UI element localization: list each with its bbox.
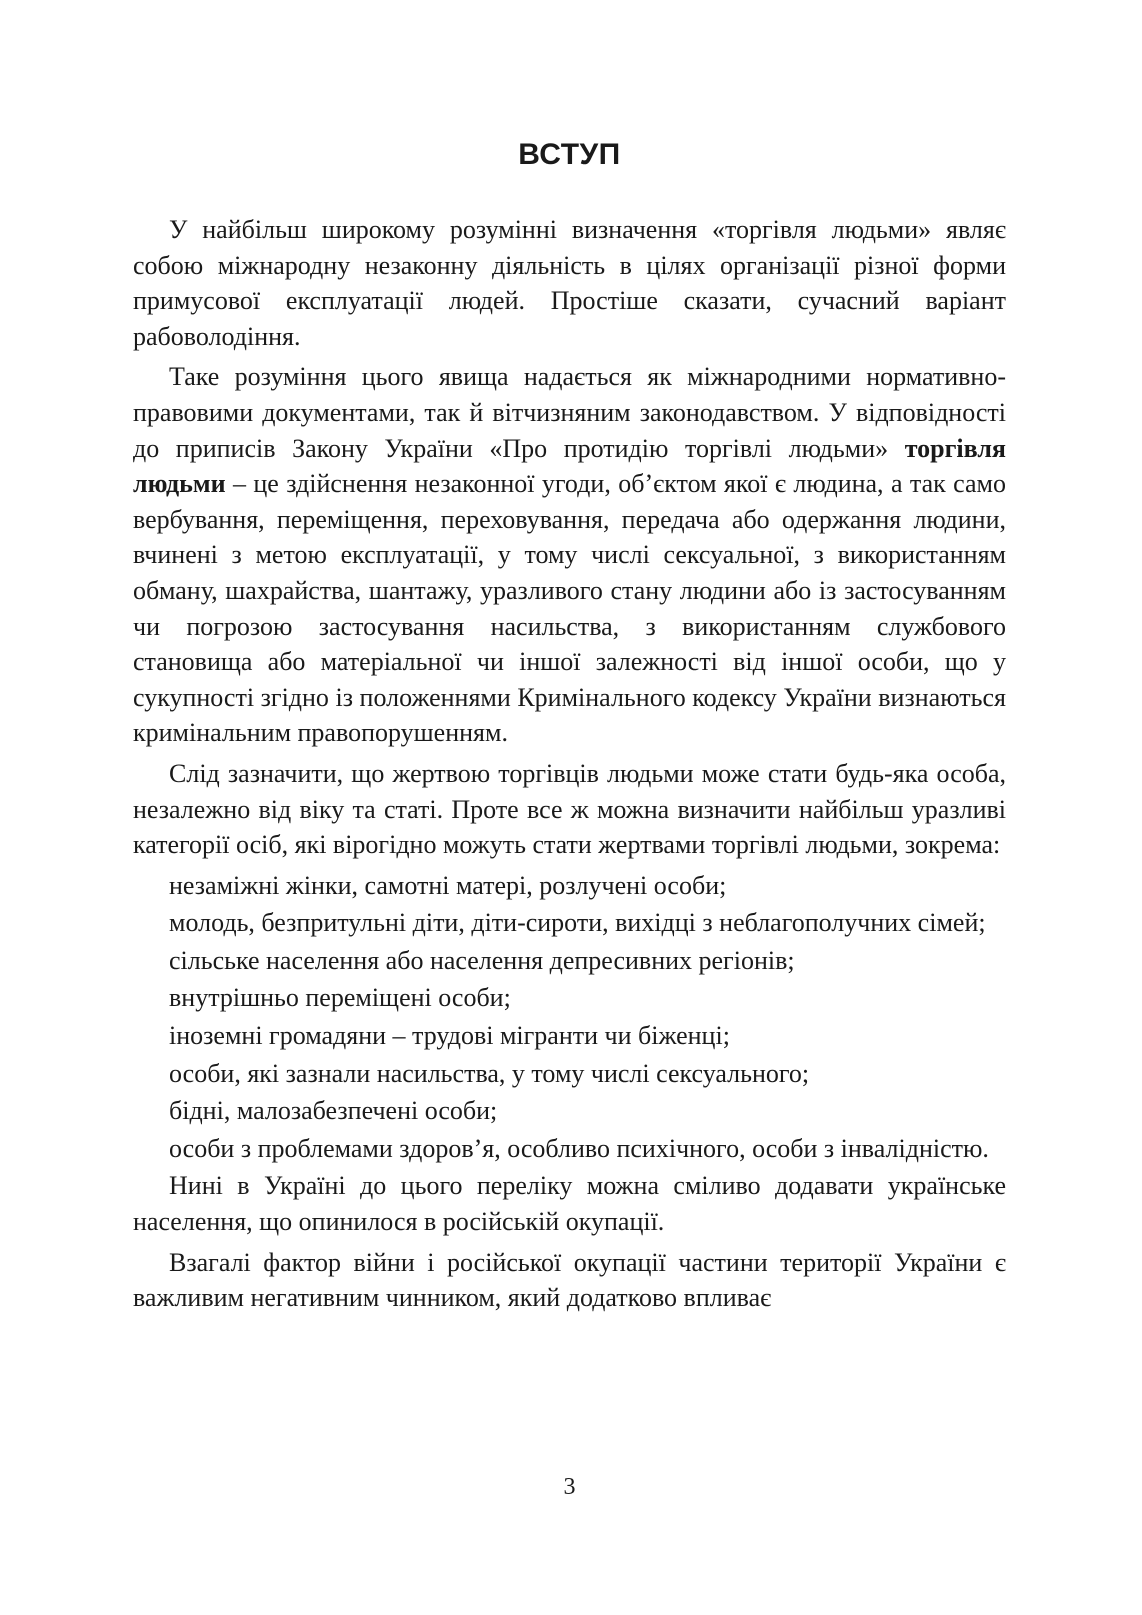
list-item: особи, які зазнали насильства, у тому числі сексуального; <box>169 1058 810 1088</box>
paragraph-legal-definition <box>133 359 1006 751</box>
list-item: молодь, безпритульні діти, діти-сироти, вихідці з неблагополучних сімей; <box>169 908 986 938</box>
document-page <box>133 0 1006 1615</box>
list-item: іноземні громадяни – трудові мігранти чи біженці; <box>169 1021 730 1051</box>
paragraph-occupation: Нині в Україні до цього переліку можна сміливо додавати українське населення, що опинилося в російській окупації. <box>133 1171 1006 1237</box>
bold-term: торгівля людьми <box>133 433 1006 499</box>
list-item: особи з проблемами здоров’я, особливо психічного, особи з інвалідністю. <box>169 1133 989 1163</box>
page-number: 3 <box>563 1474 576 1500</box>
list-item: сільське населення або населення депресивних регіонів; <box>169 945 795 975</box>
list-item: бідні, малозабезпечені особи; <box>169 1096 498 1126</box>
paragraph-legal-definition-end: – це здійснення незаконної угоди, об’єктом якої є людина, а так само вербування, переміщення, переховування, передача або одержання людини, вчинені з метою експлуатації, у тому числі сексуальної, з використанням обману, шахрайства, шантажу, уразливого стану людини або із застосуванням чи погрозою застосування насильства, з використанням службового становища або матеріальної чи іншої залежності від іншої особи, що у сукупності згідно із положеннями Кримінального кодексу України визнаються кримінальним правопорушенням. <box>133 469 1006 748</box>
list-item: незаміжні жінки, самотні матері, розлучені особи; <box>169 870 727 900</box>
body-text <box>133 212 1006 1321</box>
paragraph-legal-definition-start: Таке розуміння цього явища надається як міжнародними нормативно-правовими документами, так й вітчизняним законодавством. У відповідності до приписів Закону України «Про протидію торгівлі людьми» <box>133 362 1006 463</box>
paragraph-vulnerable-groups: Слід зазначити, що жертвою торгівців людьми може стати будь-яка особа, незалежно від віку та статі. Проте все ж можна визначити найбільш уразливі категорії осіб, які вірогідно можуть стати жертвами торгівлі людьми, зокрема: <box>133 758 1006 860</box>
list-item: внутрішньо переміщені особи; <box>169 983 511 1013</box>
paragraph-definition: У найбільш широкому розумінні визначення «торгівля людьми» являє собою міжнародну незаконну діяльність в цілях організації різної форми примусової експлуатації людей. Простіше сказати, сучасний варіант рабоволодіння. <box>133 215 1006 351</box>
page-title: ВСТУП <box>518 138 621 171</box>
paragraph-war-factor: Взагалі фактор війни і російської окупації частини території України є важливим негативним чинником, який додатково впливає <box>133 1247 1006 1313</box>
